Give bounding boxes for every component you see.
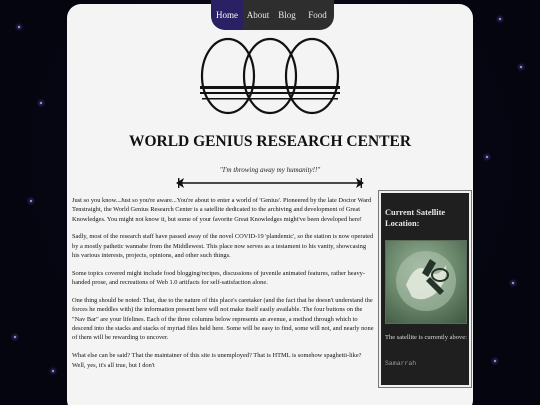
nav-home-button[interactable]: Home: [211, 0, 243, 30]
topics-paragraph: Some topics covered might include food blogging/recipes, discussions of juvenile animated features, rather heavy-handed prose, and recreations of Web 1.0 artifacts for self-satisfaction alone.: [72, 269, 365, 287]
star: [40, 102, 42, 104]
arrow-divider-icon: [174, 176, 366, 190]
star: [486, 156, 488, 158]
star: [52, 370, 54, 372]
star: [30, 200, 32, 202]
triple-ring-logo: [200, 36, 340, 124]
main-content: [72, 196, 375, 378]
satellite-globe-image: [385, 240, 467, 324]
site-title: WORLD GENIUS RESEARCH CENTER: [128, 133, 412, 150]
star: [512, 282, 514, 284]
sidebar-title: Current Satellite Location:: [385, 208, 446, 228]
star: [18, 26, 20, 28]
sidebar-note: The satellite is currently above:: [385, 334, 467, 341]
closing-paragraph: What else can be said? That the maintainer of this site is unemployed? That is HTML is somehow spaghetti-like? Well, yes, it's all true, but I don't: [72, 352, 362, 369]
intro-paragraph: Just so you know...Just so you're aware...You're about to enter a world of 'Genius'. Pioneered by the late Doctor Ward Tenstraight, the World Genius Research Center is a satellite dedicated to the archiving and development of Great Knowledges. You might not know it, but some of your favorite Great Knowledges might've been developed here!: [72, 197, 372, 223]
nav-about-button[interactable]: About: [246, 10, 270, 20]
satellite-location-value: Samarrah: [385, 360, 417, 367]
satellite-sidebar: [379, 191, 471, 387]
star: [520, 66, 522, 68]
star: [14, 336, 16, 338]
star: [499, 18, 501, 20]
nav-bar: [211, 0, 334, 30]
star: [494, 360, 496, 362]
staff-paragraph: Sadly, most of the research staff have passed away of the novel COVID-19 'plandemic', so the station is now operated by a mostly pathetic wannabe from the Middlewest. This place now serves as a testament to his vanity, showcasing his various interests, projects, opinions, and other such things.: [72, 233, 374, 260]
nav-blog-button[interactable]: Blog: [278, 10, 296, 20]
nav-food-button[interactable]: Food: [308, 10, 327, 20]
navigation-paragraph: One thing should be noted: That, due to the nature of this place's caretaker (and the fact that he doesn't understand the forces he meddles with) the information present here will not make itself easily available. The four buttons on the "Nav Bar" are your lifelines. Each of the three columns below represents an avenue, a method through which to descend into the stacks and stacks of myriad files held here. Some will be easy to find, some will not, and nearly none of them will be rewarding to uncover.: [72, 297, 374, 342]
tagline: "I'm throwing away my humanity!!": [219, 166, 321, 174]
